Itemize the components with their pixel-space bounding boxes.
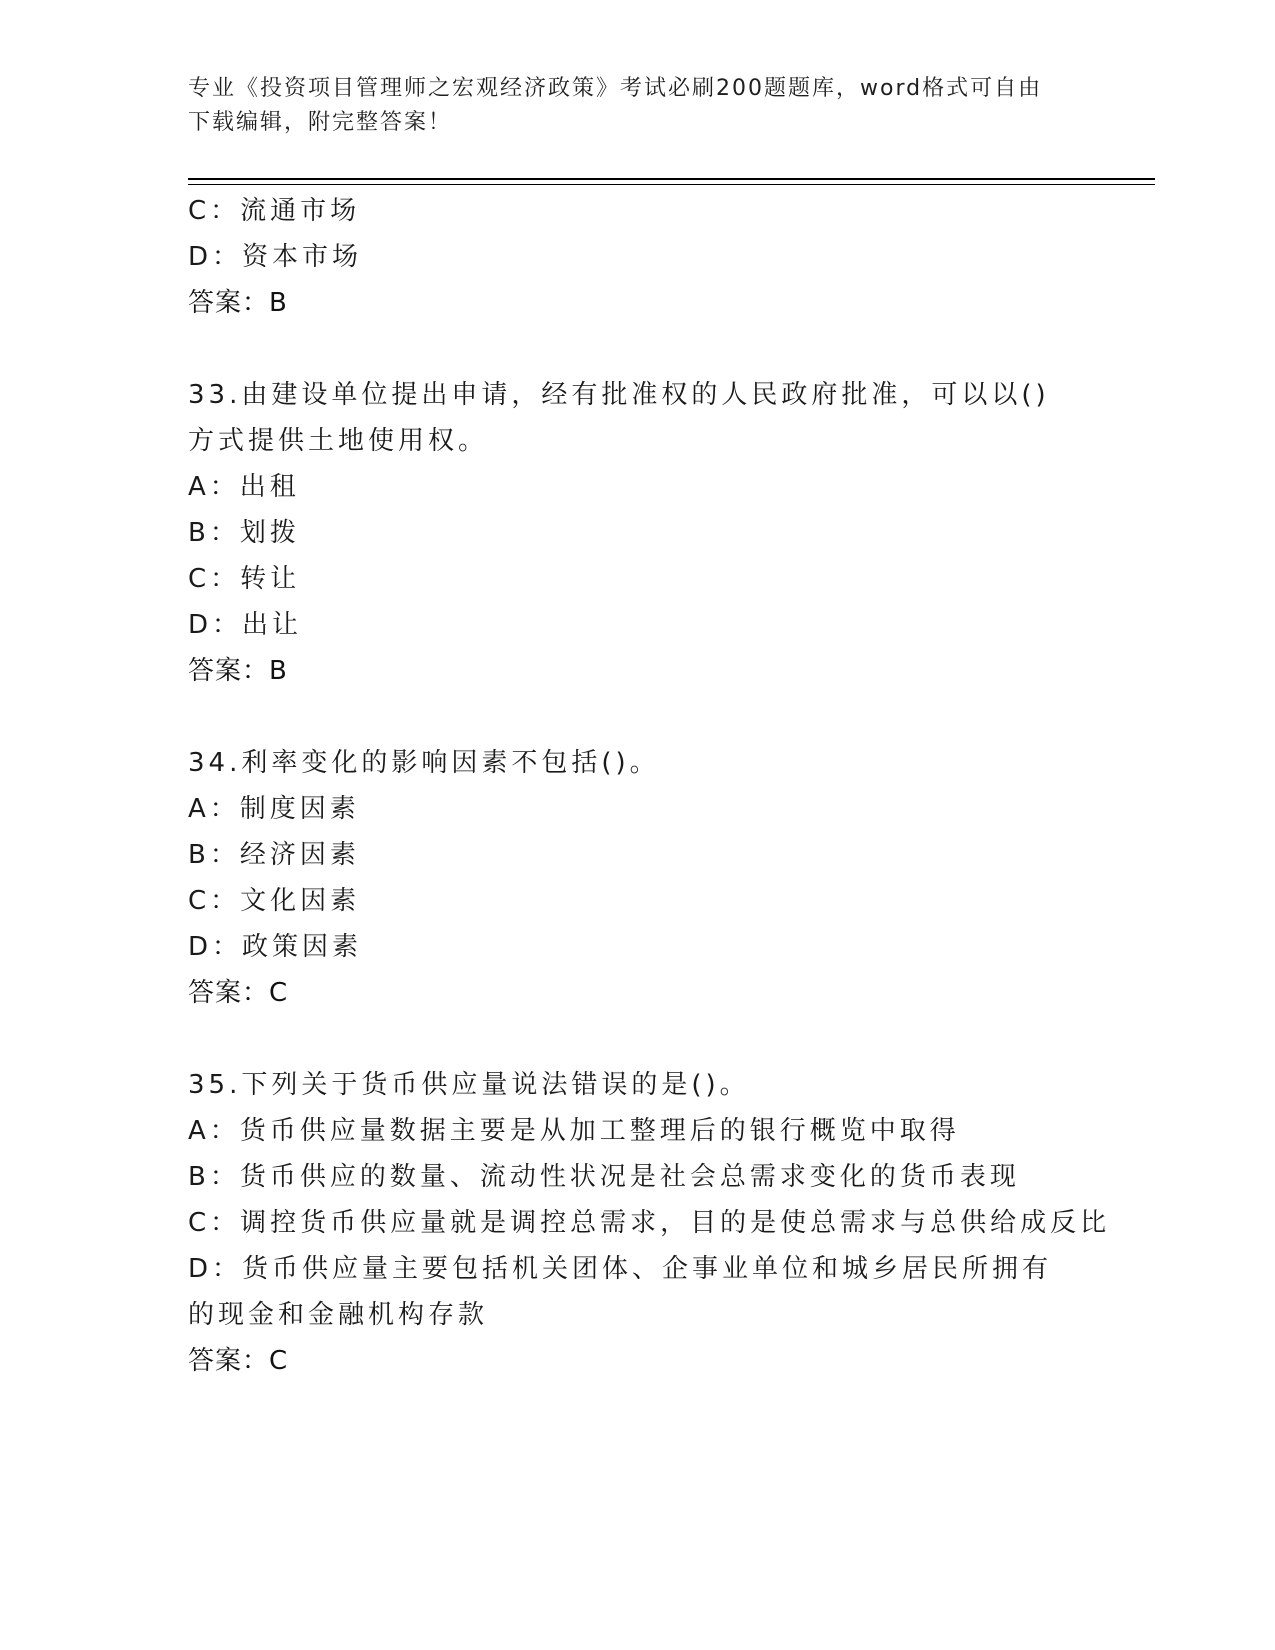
option-a: A：制度因素	[188, 794, 360, 824]
answer-label: 答案：B	[188, 656, 288, 686]
option-c: C：文化因素	[188, 886, 361, 916]
answer-label: 答案：C	[188, 978, 289, 1008]
question-list	[188, 188, 1111, 1384]
option-a: A：货币供应量数据主要是从加工整理后的银行概览中取得	[188, 1116, 960, 1146]
question-34	[188, 740, 1088, 1016]
spacer	[188, 694, 1088, 740]
document-header	[188, 72, 1088, 140]
option-c: C：转让	[188, 564, 301, 594]
question-32-tail	[188, 188, 1088, 326]
spacer	[188, 326, 1088, 372]
answer-label: 答案：B	[188, 288, 288, 318]
question-text: 34.利率变化的影响因素不包括()。	[188, 748, 660, 778]
header-divider-thin	[188, 184, 1155, 185]
question-33	[188, 372, 1088, 694]
option-d: D：资本市场	[188, 242, 363, 272]
option-b: B：划拨	[188, 518, 300, 548]
question-35	[188, 1062, 1111, 1384]
option-d: D：货币供应量主要包括机关团体、企事业单位和城乡居民所拥有的现金和金融机构存款	[188, 1254, 1053, 1330]
header-line-2: 下载编辑，附完整答案！	[188, 110, 453, 135]
question-text: 35.下列关于货币供应量说法错误的是()。	[188, 1070, 750, 1100]
option-c: C：调控货币供应量就是调控总需求，目的是使总需求与总供给成反比	[188, 1208, 1111, 1238]
option-d: D：政策因素	[188, 932, 363, 962]
question-text: 33.由建设单位提出申请，经有批准权的人民政府批准，可以以()方式提供土地使用权。	[188, 380, 1050, 456]
header-line-1: 专业《投资项目管理师之宏观经济政策》考试必刷200题题库，word格式可自由	[188, 76, 1043, 101]
answer-label: 答案：C	[188, 1346, 289, 1376]
option-a: A：出租	[188, 472, 300, 502]
option-b: B：货币供应的数量、流动性状况是社会总需求变化的货币表现	[188, 1162, 1020, 1192]
option-d: D：出让	[188, 610, 303, 640]
header-divider-thick	[188, 178, 1155, 180]
option-b: B：经济因素	[188, 840, 360, 870]
option-c: C：流通市场	[188, 196, 361, 226]
spacer	[188, 1016, 1088, 1062]
